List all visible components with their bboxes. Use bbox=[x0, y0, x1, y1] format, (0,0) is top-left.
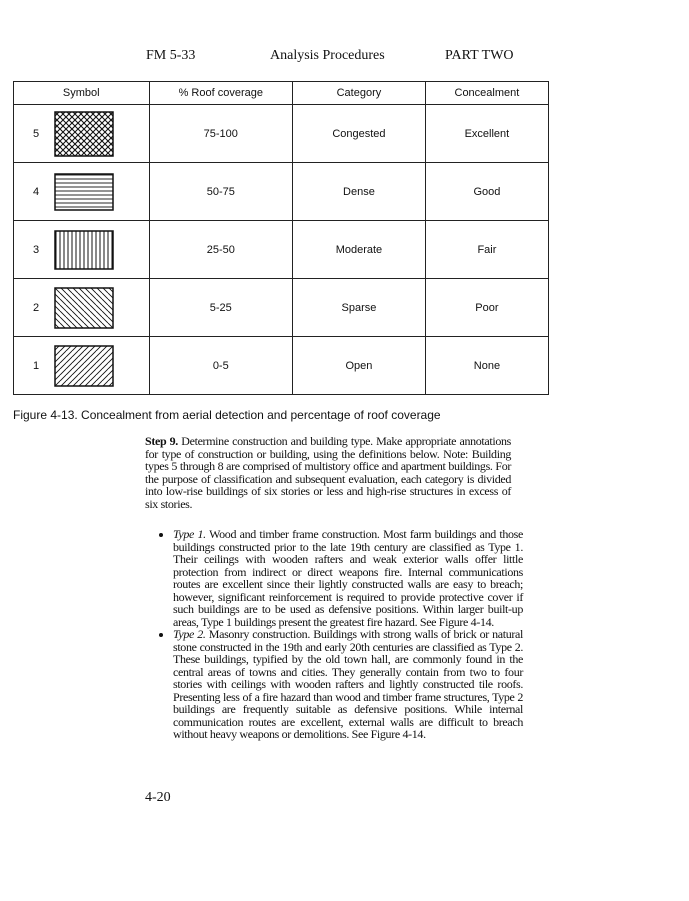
symbol-cell bbox=[14, 337, 150, 395]
category-cell: Moderate bbox=[293, 221, 426, 279]
col-header-coverage: % Roof coverage bbox=[149, 82, 293, 105]
list-item bbox=[173, 628, 523, 741]
step-9-paragraph bbox=[145, 435, 511, 511]
crosshatch-pattern-icon bbox=[54, 111, 114, 157]
table-row bbox=[14, 337, 549, 395]
part-label: PART TWO bbox=[445, 48, 514, 63]
level-number: 1 bbox=[33, 359, 40, 372]
coverage-cell: 75-100 bbox=[149, 105, 293, 163]
coverage-cell: 50-75 bbox=[149, 163, 293, 221]
category-cell: Sparse bbox=[293, 279, 426, 337]
concealment-cell: Excellent bbox=[425, 105, 548, 163]
type-text: Wood and timber frame construction. Most farm buildings and those buildings constructed prior to the late 19th century are classified as Type 1. Their ceilings with wooden rafters and weak exterior walls offer little protection from indirect or direct weapons fire. Internal communications routes are excellent since their lightly constructed walls are easy to breach; however, significant reinforcement is required to provide protective cover if such buildings are to be used as defensive positions. Within larger built-up areas, Type 1 buildings present the greatest fire hazard. See Figure 4-14. bbox=[173, 527, 523, 629]
diagonal-up-pattern-icon bbox=[54, 345, 114, 387]
level-number: 4 bbox=[33, 185, 40, 198]
manual-number: FM 5-33 bbox=[146, 48, 196, 63]
table-header-row bbox=[14, 82, 549, 105]
category-cell: Dense bbox=[293, 163, 426, 221]
category-cell: Congested bbox=[293, 105, 426, 163]
concealment-cell: Poor bbox=[425, 279, 548, 337]
type-label: Type 2. bbox=[173, 627, 206, 641]
level-number: 3 bbox=[33, 243, 40, 256]
category-cell: Open bbox=[293, 337, 426, 395]
table-row bbox=[14, 105, 549, 163]
level-number: 5 bbox=[33, 127, 40, 140]
coverage-cell: 5-25 bbox=[149, 279, 293, 337]
building-type-list bbox=[161, 528, 523, 741]
col-header-symbol: Symbol bbox=[14, 82, 150, 105]
level-number: 2 bbox=[33, 301, 40, 314]
table-row bbox=[14, 221, 549, 279]
symbol-cell bbox=[14, 221, 150, 279]
type-label: Type 1. bbox=[173, 527, 206, 541]
concealment-cell: Good bbox=[425, 163, 548, 221]
col-header-concealment: Concealment bbox=[425, 82, 548, 105]
symbol-cell bbox=[14, 279, 150, 337]
vertical-lines-pattern-icon bbox=[54, 230, 114, 270]
roof-coverage-table bbox=[13, 81, 549, 395]
concealment-cell: Fair bbox=[425, 221, 548, 279]
diagonal-down-pattern-icon bbox=[54, 287, 114, 329]
step-text: Determine construction and building type. Make appropriate annotations for type of construction or building, using the definitions below. Note: Building types 5 through 8 are comprised of multistory office and apartment buildings. For the purpose of classification and subsequent evaluation, each category is divided into low-rise buildings of six stories or less and high-rise structures in excess of six stories. bbox=[145, 434, 511, 511]
page-number: 4-20 bbox=[145, 790, 171, 805]
col-header-category: Category bbox=[293, 82, 426, 105]
step-label: Step 9. bbox=[145, 434, 178, 448]
horizontal-lines-pattern-icon bbox=[54, 173, 114, 211]
figure-caption: Figure 4-13. Concealment from aerial detection and percentage of roof coverage bbox=[13, 408, 441, 422]
symbol-cell bbox=[14, 105, 150, 163]
table-row bbox=[14, 163, 549, 221]
concealment-cell: None bbox=[425, 337, 548, 395]
table-row bbox=[14, 279, 549, 337]
list-item bbox=[173, 528, 523, 628]
section-title: Analysis Procedures bbox=[270, 48, 385, 63]
symbol-cell bbox=[14, 163, 150, 221]
coverage-cell: 25-50 bbox=[149, 221, 293, 279]
page-header bbox=[0, 48, 689, 70]
coverage-cell: 0-5 bbox=[149, 337, 293, 395]
type-text: Masonry construction. Buildings with strong walls of brick or natural stone constructed in the 19th and early 20th centuries are classified as Type 2. These buildings, typified by the old town hall, are commonly found in the central areas of towns and cities. They generally contain from two to four stories with ceilings with wooden rafters and lightly constructed tile roofs. Presenting less of a fire hazard than wood and timber frame structures, Type 2 buildings are frequently suitable as defensive positions. While internal communication routes are excellent, external walls are difficult to breach without heavy weapons or demolitions. See Figure 4-14. bbox=[173, 627, 523, 741]
